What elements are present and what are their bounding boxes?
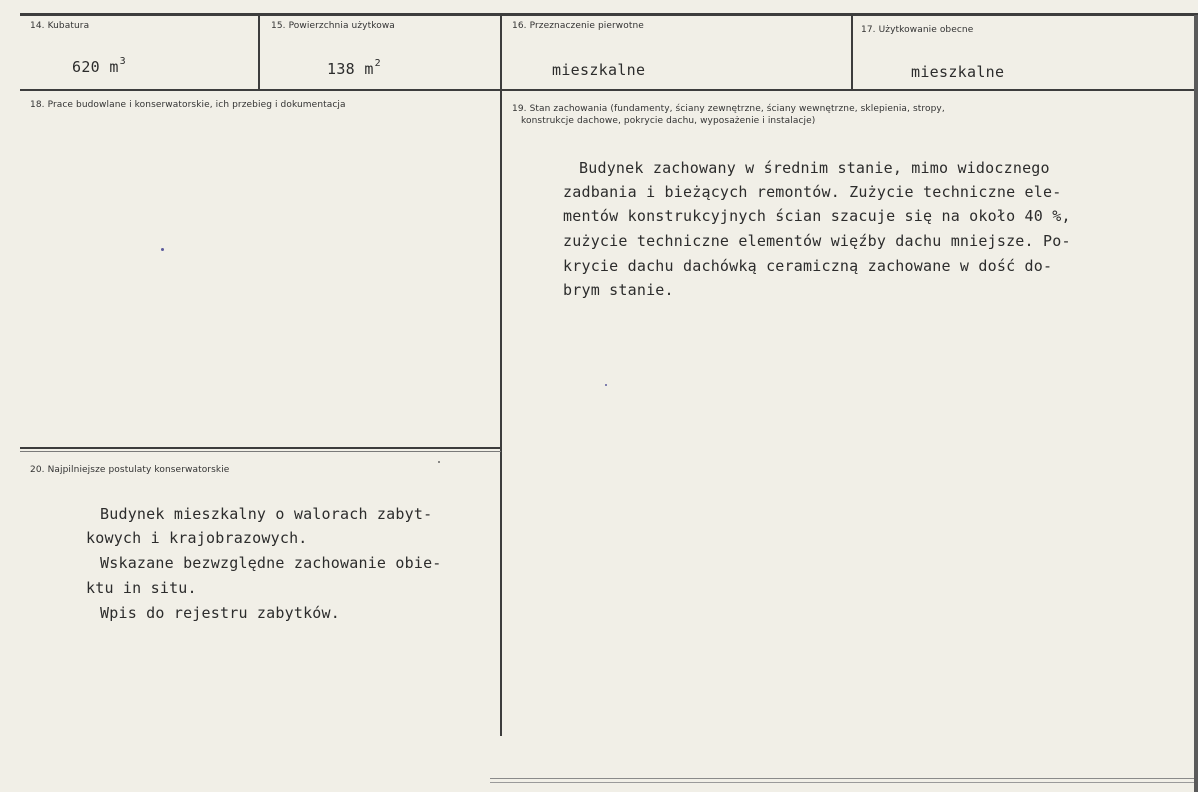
field-19-line-5: krycie dachu dachówką ceramiczną zachowane w dość do- — [563, 257, 1053, 275]
right-edge — [1194, 15, 1198, 792]
row-divider-1 — [20, 89, 1198, 91]
col-divider-15-16 — [500, 15, 502, 90]
field-19-line-4: zużycie techniczne elementów więźby dachu mniejsze. Po- — [563, 232, 1071, 250]
field-20-label: 20. Najpilniejsze postulaty konserwatorskie — [30, 465, 230, 475]
field-20-line-4: ktu in situ. — [86, 579, 197, 597]
top-rule — [20, 13, 1198, 16]
field-20-line-2: kowych i krajobrazowych. — [86, 529, 308, 547]
bottom-rule-2 — [490, 782, 1198, 783]
col-divider-16-17 — [851, 15, 853, 90]
field-19-label-line-1: 19. Stan zachowania (fundamenty, ściany zewnętrzne, ściany wewnętrzne, sklepienia, stropy, — [512, 104, 945, 114]
field-15-value-text: 138 m — [327, 60, 374, 78]
bottom-rule — [490, 778, 1198, 779]
field-17-label: 17. Użytkowanie obecne — [861, 25, 974, 35]
ink-speck — [161, 248, 164, 251]
field-14-value-text: 620 m — [72, 58, 119, 76]
field-19-line-2: zadbania i bieżących remontów. Zużycie techniczne ele- — [563, 183, 1062, 201]
field-19-line-3: mentów konstrukcyjnych ścian szacuje się na około 40 %, — [563, 207, 1071, 225]
field-15-exponent: 2 — [374, 58, 381, 69]
row-divider-18-20-second — [20, 451, 501, 452]
row-divider-18-20 — [20, 447, 501, 449]
ink-speck — [438, 461, 440, 463]
field-14-label: 14. Kubatura — [30, 21, 90, 31]
field-14-value — [72, 58, 126, 76]
col-divider-main — [500, 90, 502, 736]
field-14-exponent: 3 — [119, 56, 126, 67]
field-20-line-3: Wskazane bezwzględne zachowanie obie- — [100, 554, 442, 572]
field-15-value — [327, 60, 381, 78]
field-18-label: 18. Prace budowlane i konserwatorskie, ich przebieg i dokumentacja — [30, 100, 346, 110]
ink-speck — [605, 384, 607, 386]
field-20-line-1: Budynek mieszkalny o walorach zabyt- — [100, 505, 433, 523]
col-divider-14-15 — [258, 15, 260, 90]
field-19-line-6: brym stanie. — [563, 281, 674, 299]
field-16-label: 16. Przeznaczenie pierwotne — [512, 21, 644, 31]
field-16-value: mieszkalne — [552, 61, 646, 79]
field-17-value: mieszkalne — [911, 63, 1005, 81]
field-15-label: 15. Powierzchnia użytkowa — [271, 21, 395, 31]
field-20-line-5: Wpis do rejestru zabytków. — [100, 604, 340, 622]
field-19-label-line-2: konstrukcje dachowe, pokrycie dachu, wyposażenie i instalacje) — [521, 116, 816, 126]
field-19-line-1: Budynek zachowany w średnim stanie, mimo widocznego — [579, 159, 1050, 177]
